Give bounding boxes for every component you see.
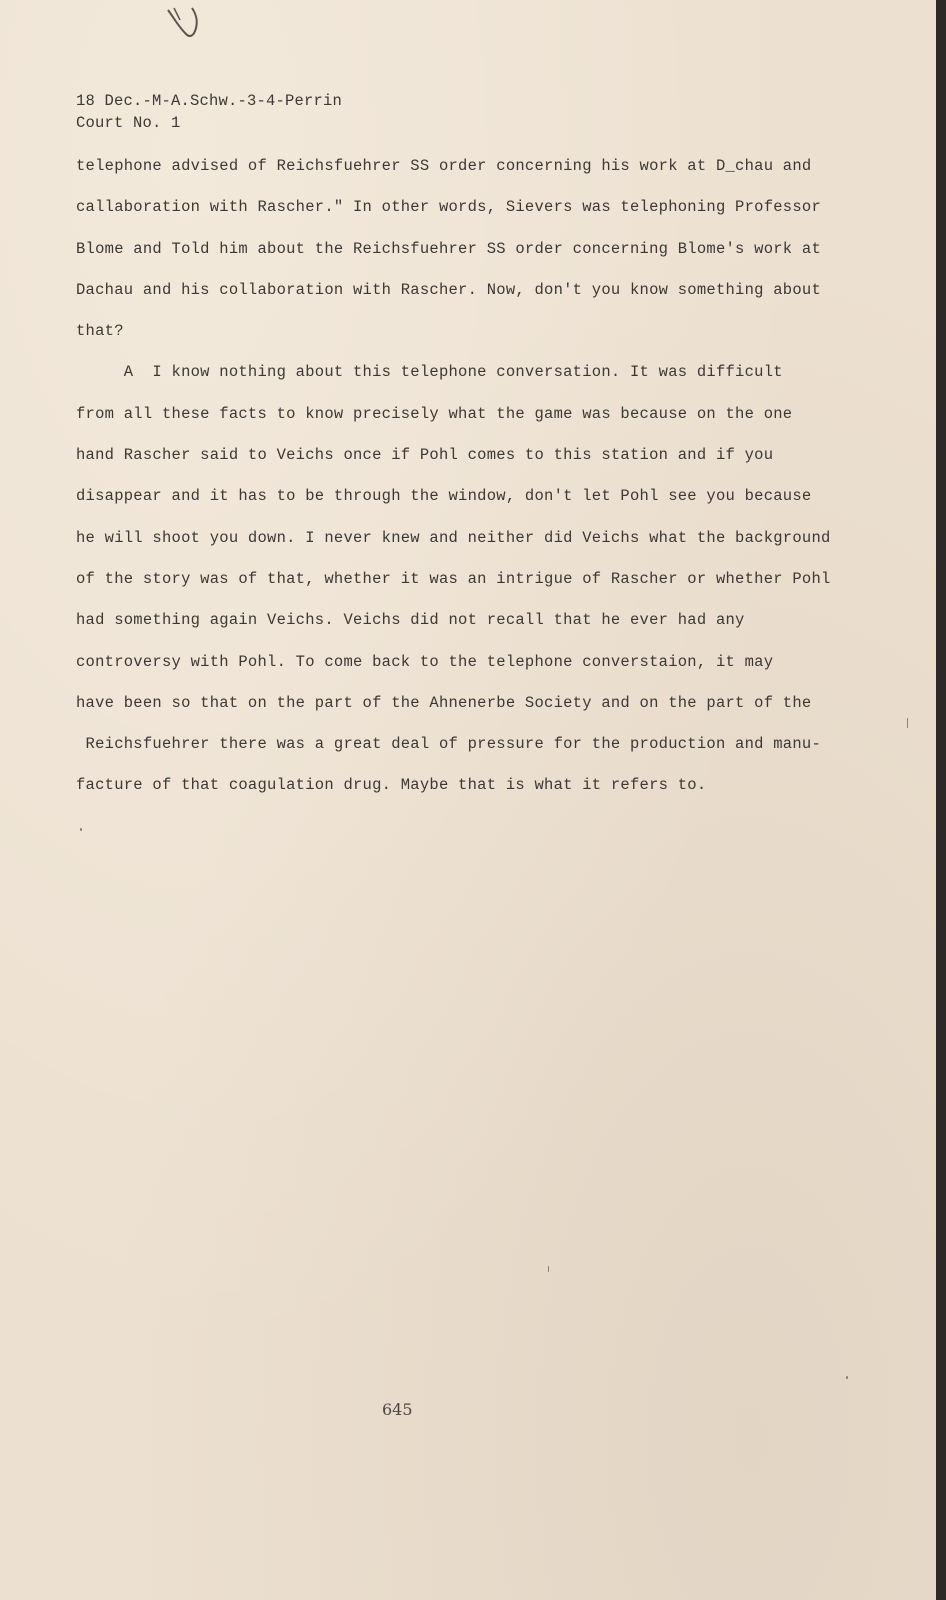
text-line: disappear and it has to be through the window, don't let Pohl see you because	[76, 487, 812, 506]
text-line: that?	[76, 322, 124, 341]
text-line: Blome and Told him about the Reichsfuehrer SS order concerning Blome's work at	[76, 239, 822, 258]
text-line: hand Rascher said to Veichs once if Pohl comes to this station and if you	[76, 446, 774, 465]
text-line: facture of that coagulation drug. Maybe that is what it refers to.	[76, 776, 707, 795]
header-reference: 18 Dec.-M-A.Schw.-3-4-Perrin	[76, 92, 343, 110]
text-line: have been so that on the part of the Ahnenerbe Society and on the part of the	[76, 693, 812, 712]
text-line: telephone advised of Reichsfuehrer SS order concerning his work at D_chau and	[76, 157, 812, 175]
text-line: A I know nothing about this telephone conversation. It was difficult	[76, 363, 783, 382]
paper-speck	[548, 1266, 549, 1272]
text-line: had something again Veichs. Veichs did not recall that he ever had any	[76, 611, 745, 630]
text-line: controversy with Pohl. To come back to the telephone converstaion, it may	[76, 652, 774, 671]
text-line: from all these facts to know precisely what the game was because on the one	[76, 404, 793, 423]
document-header	[76, 90, 342, 134]
page-number: 645	[382, 1400, 413, 1419]
text-line: he will shoot you down. I never knew and neither did Veichs what the background	[76, 528, 831, 547]
text-line: callaboration with Rascher." In other words, Sievers was telephoning Professor	[76, 198, 822, 217]
text-line: Dachau and his collaboration with Rascher. Now, don't you know something about	[76, 280, 822, 299]
scan-edge	[936, 0, 946, 1600]
handwritten-mark-icon	[160, 4, 210, 44]
paper-speck	[80, 828, 82, 831]
text-line: Reichsfuehrer there was a great deal of pressure for the production and manu-	[76, 735, 822, 754]
paper-speck	[846, 1376, 848, 1379]
header-court: Court No. 1	[76, 114, 181, 132]
text-line: of the story was of that, whether it was an intrigue of Rascher or whether Pohl	[76, 569, 831, 588]
paper-speck	[907, 718, 908, 728]
transcript-body	[76, 146, 876, 807]
